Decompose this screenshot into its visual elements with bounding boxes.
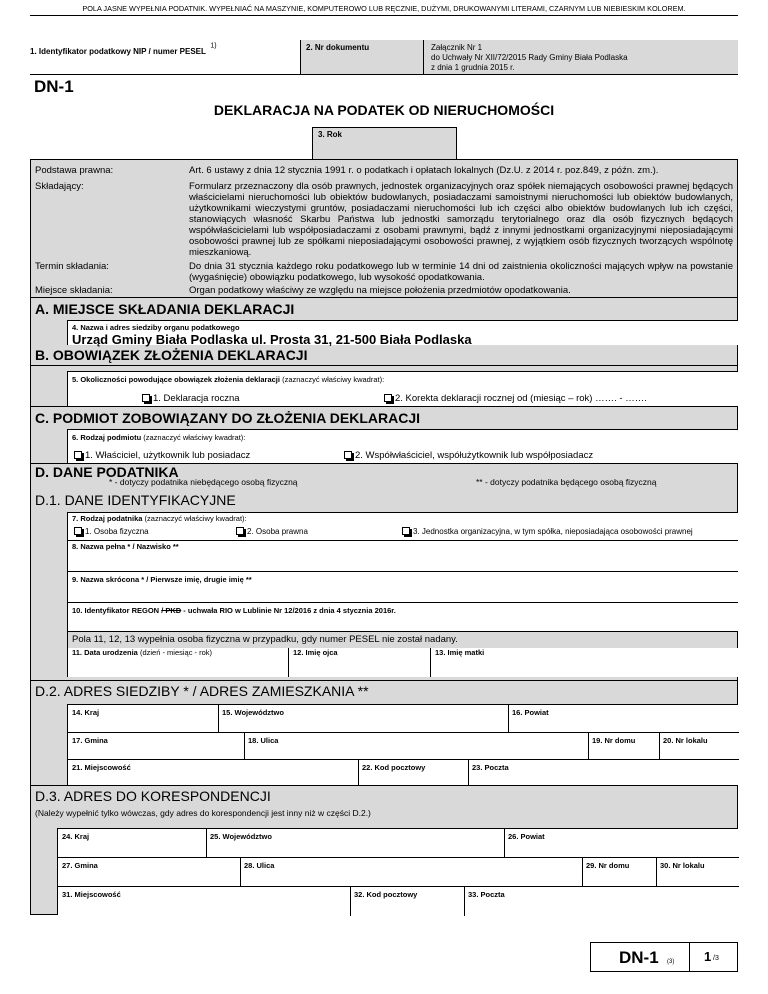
option-correction[interactable]: 2. Korekta deklaracji rocznej od (miesiąc – rok) ……. - ……. <box>384 393 647 404</box>
birth-parent-row <box>67 648 738 677</box>
field-post-office[interactable]: 23. Poczta <box>468 760 469 787</box>
field-year[interactable]: 3. Rok <box>312 127 457 159</box>
field-county[interactable]: 16. Powiat <box>508 705 509 733</box>
checkbox-icon[interactable] <box>74 527 82 535</box>
field-house-no[interactable]: 19. Nr domu <box>588 733 589 760</box>
field-county-2[interactable]: 26. Powiat <box>504 829 505 858</box>
checkbox-icon[interactable] <box>236 527 244 535</box>
field-entity-type: 6. Rodzaj podmiotu (zaznaczyć właściwy kwadrat): 1. Właściciel, użytkownik lub posiadacz 2. Współwłaściciel, współużytkownik lub współposiadacz <box>67 429 738 464</box>
section-d-title: D. DANE PODATNIKA <box>35 464 179 480</box>
field-full-name[interactable]: 8. Nazwa pełna * / Nazwisko ** <box>67 540 738 571</box>
field-circumstances: 5. Okoliczności powodujące obowiązek złożenia deklaracji (zaznaczyć właściwy kwadrat): 1. Deklaracja roczna 2. Korekta deklaracji rocznej od (miesiąc – rok) ……. - ……. <box>67 371 738 406</box>
field-doc-number[interactable]: 2. Nr dokumentu <box>300 40 424 74</box>
field-house-no-2[interactable]: 29. Nr domu <box>582 858 583 887</box>
checkbox-icon[interactable] <box>344 451 352 459</box>
address-grid <box>67 704 738 786</box>
field-locality[interactable]: 21. Miejscowość <box>72 763 131 772</box>
field-province[interactable]: 15. Województwo <box>218 705 219 733</box>
field-country[interactable]: 14. Kraj <box>72 708 100 717</box>
header-rule <box>30 15 738 16</box>
option-annual[interactable]: 1. Deklaracja roczna <box>142 393 240 404</box>
section-c-title: C. PODMIOT ZOBOWIĄZANY DO ZŁOŻENIA DEKLARACJI <box>35 410 420 426</box>
section-d3-title: D.3. ADRES DO KORESPONDENCJI <box>35 788 271 804</box>
option-org-unit[interactable]: 3. Jednostka organizacyjna, w tym spółka, nieposiadająca osobowości prawnej <box>402 527 693 536</box>
section-c <box>30 406 738 463</box>
option-owner[interactable]: 1. Właściciel, użytkownik lub posiadacz <box>74 450 250 461</box>
section-d3: D.3. ADRES DO KORESPONDENCJI (Należy wypełnić tylko wówczas, gdy adres do korespondencji jest inny niż w części D.2.) 24. Kraj 25. Województwo 26. Powiat 27. Gmina 28. Ulica 29. Nr domu 30. Nr lokalu 31. Miejscowość 32. Kod pocztowy 33. Poczta <box>30 785 738 915</box>
field-father-name[interactable]: 12. Imię ojca <box>288 648 289 677</box>
field-tax-office[interactable]: 4. Nazwa i adres siedziby organu podatkowego Urząd Gminy Biała Podlaska ul. Prosta 31, 21-500 Biała Podlaska <box>67 320 738 345</box>
option-legal-person[interactable]: 2. Osoba prawna <box>236 527 308 536</box>
field-street[interactable]: 18. Ulica <box>244 733 245 760</box>
page-title: DEKLARACJA NA PODATEK OD NIERUCHOMOŚCI <box>213 102 555 118</box>
field-postal-code[interactable]: 22. Kod pocztowy <box>358 760 359 787</box>
field-municipality[interactable]: 17. Gmina <box>72 736 108 745</box>
field-short-name[interactable]: 9. Nazwa skrócona * / Pierwsze imię, drugie imię ** <box>67 571 738 602</box>
field-taxpayer-type: 7. Rodzaj podatnika (zaznaczyć właściwy kwadrat): 1. Osoba fizyczna 2. Osoba prawna 3. Jednostka organizacyjna, w tym spółka, nieposiadająca osobowości prawnej <box>67 512 738 540</box>
field-regon[interactable]: 10. Identyfikator REGON / PKD - uchwała RIO w Lublinie Nr 12/2016 z dnia 4 stycznia 2016r. <box>67 602 738 631</box>
page-number: 1 /3 <box>690 942 738 972</box>
header-note: POLA JASNE WYPEŁNIA PODATNIK. WYPEŁNIAĆ NA MASZYNIE, KOMPUTEROWO LUB RĘCZNIE, DUŻYMI, DRUKOWANYMI LITERAMI, CZARNYM LUB NIEBIESKIM KOLOREM. <box>82 4 686 13</box>
natural-person-note: Pola 11, 12, 13 wypełnia osoba fizyczna w przypadku, gdy numer PESEL nie został nadany. <box>67 631 738 648</box>
field-postal-code-2[interactable]: 32. Kod pocztowy <box>350 887 351 916</box>
section-b-title: B. OBOWIĄZEK ZŁOŻENIA DEKLARACJI <box>35 347 308 363</box>
field-municipality-2[interactable]: 27. Gmina <box>62 861 98 870</box>
info-block: Podstawa prawna: Art. 6 ustawy z dnia 12 stycznia 1991 r. o podatkach i opłatach lokalnych (Dz.U. z 2014 r. poz.849, z późn. zm.). Składający: Formularz przeznaczony dla osób prawnych, jednostek organizacyjnych oraz spółek niemających osobowości prawnej będących właścicielami nieruchomości lub obiektów budowlanych, posiadaczami samoistnymi nieruchomości lub obiektów budowlanych, użytkownikami wieczystymi gruntów, posiadaczami nieruchomości lub ich części albo obiektów budowlanych lub ich części, stanowiących własność Skarbu Państwa lub jednostki samorządu terytorialnego oraz dla osób fizycznych będących współwłaścicielami lub współposiadaczami z osobami prawnymi, bądź z innymi jednostkami organizacyjnymi nieposiadającymi osobowości prawnej lub ze spółkami nieposiadającymi osobowości prawnej, z wyjątkiem osób fizycznych tworzących wspólnotę mieszkaniową. Termin składania: Do dnia 31 stycznia każdego roku podatkowego lub w terminie 14 dni od zaistnienia okoliczności mających wpływ na powstanie (wygaśnięcie) obowiązku podatkowego, lub wysokość opodatkowania. Miejsce składania: Organ podatkowy właściwy ze względu na miejsce położenia przedmiotów opodatkowania. <box>30 159 738 298</box>
checkbox-icon[interactable] <box>402 527 410 535</box>
section-a <box>30 298 738 366</box>
option-natural-person[interactable]: 1. Osoba fizyczna <box>74 527 149 536</box>
field-apartment-no-2[interactable]: 30. Nr lokalu <box>656 858 657 887</box>
field-province-2[interactable]: 25. Województwo <box>206 829 207 858</box>
checkbox-icon[interactable] <box>384 394 392 402</box>
section-b <box>30 366 738 406</box>
field-street-2[interactable]: 28. Ulica <box>240 858 241 887</box>
checkbox-icon[interactable] <box>74 451 82 459</box>
footer-form-code: DN-1 (3) <box>590 942 690 972</box>
section-a-title: A. MIEJSCE SKŁADANIA DEKLARACJI <box>35 301 295 317</box>
field-nip-pesel[interactable]: 1. Identyfikator podatkowy NIP / numer PESEL $^{1)}$ <box>30 42 217 56</box>
correspondence-grid <box>57 828 738 915</box>
field-post-office-2[interactable]: 33. Poczta <box>464 887 465 916</box>
section-d1-title: D.1. DANE IDENTYFIKACYJNE <box>35 492 236 508</box>
field-locality-2[interactable]: 31. Miejscowość <box>62 890 121 899</box>
field-country-2[interactable]: 24. Kraj <box>62 832 90 841</box>
field-apartment-no[interactable]: 20. Nr lokalu <box>659 733 660 760</box>
form-code: DN-1 <box>34 77 74 96</box>
field-birth-date[interactable]: 11. Data urodzenia (dzień - miesiąc - rok) <box>72 648 213 657</box>
attachment-note: Załącznik Nr 1 do Uchwały Nr XII/72/2015 Rady Gminy Biała Podlaska z dnia 1 grudnia 2015 r. <box>424 40 738 74</box>
divider <box>30 74 738 75</box>
section-d2 <box>30 680 738 785</box>
section-d: D. DANE PODATNIKA * - dotyczy podatnika niebędącego osobą fizyczną ** - dotyczy podatnika będącego osobą fizyczną D.1. DANE IDENTYFIKACYJNE 7. Rodzaj podatnika (zaznaczyć właściwy kwadrat): 1. Osoba fizyczna 2. Osoba prawna 3. Jednostka organizacyjna, w tym spółka, nieposiadająca osobowości prawnej 8. Nazwa pełna * / Nazwisko ** 9. Nazwa skrócona * / Pierwsze imię, drugie imię ** 10. Identyfikator REGON / PKD - uchwała RIO w Lublinie Nr 12/2016 z dnia 4 stycznia 2016r. Pola 11, 12, 13 wypełnia osoba fizyczna w przypadku, gdy numer PESEL nie został nadany. 11. Data urodzenia (dzień - miesiąc - rok) 12. Imię ojca 13. Imię matki <box>30 463 738 680</box>
section-d2-title: D.2. ADRES SIEDZIBY * / ADRES ZAMIESZKANIA ** <box>35 683 369 699</box>
field-mother-name[interactable]: 13. Imię matki <box>430 648 431 677</box>
option-co-owner[interactable]: 2. Współwłaściciel, współużytkownik lub współposiadacz <box>344 450 593 461</box>
checkbox-icon[interactable] <box>142 394 150 402</box>
